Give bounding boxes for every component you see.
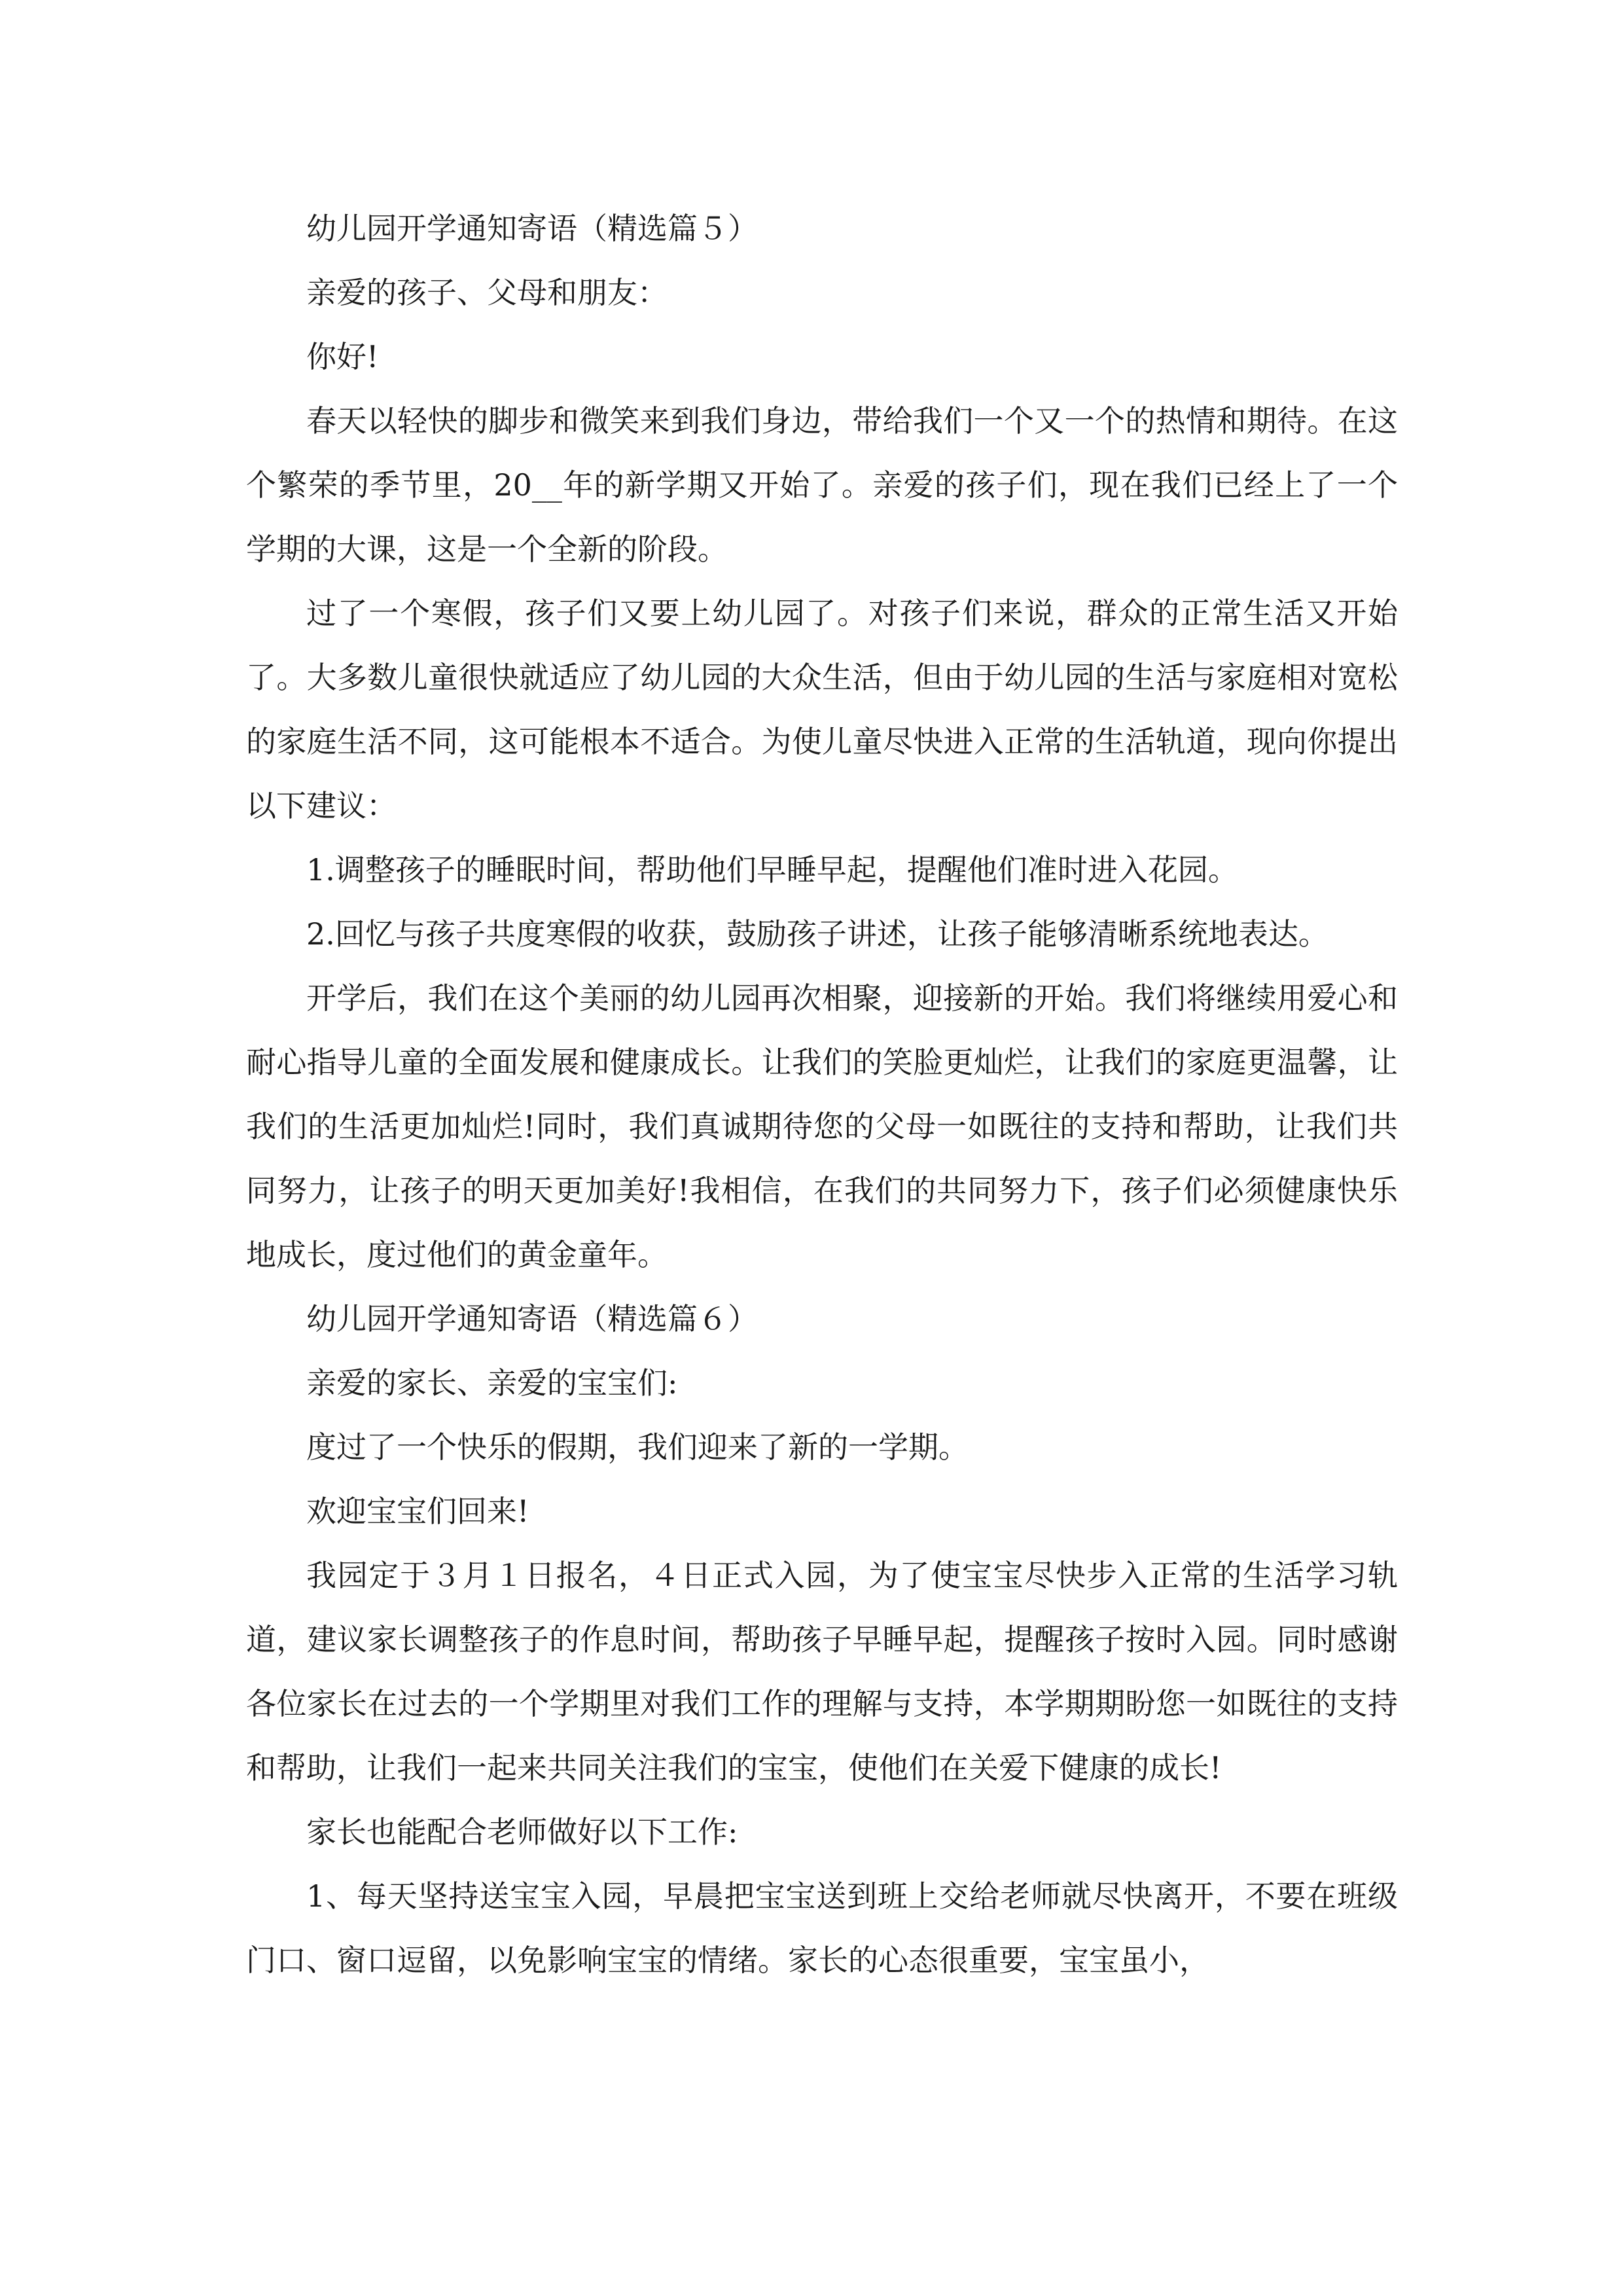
document-page [246,196,1398,1992]
paragraph: 欢迎宝宝们回来! [306,1494,529,1529]
paragraph: 家长也能配合老师做好以下工作: [306,1814,738,1850]
greeting: 你好! [306,339,379,374]
paragraph: 我园定于３月１日报名，４日正式入园，为了使宝宝尽快步入正常的生活学习轨道，建议家长调整孩子的作息时间，帮助孩子早睡早起，提醒孩子按时入园。同时感谢各位家长在过去的一个学期里对我们工作的理解与支持，本学期期盼您一如既往的支持和帮助，让我们一起来共同关注我们的宝宝，使他们在关爱下健康的成长! [246,1558,1398,1785]
salutation: 亲爱的家长、亲爱的宝宝们: [306,1365,678,1401]
list-item: 1、每天坚持送宝宝入园，早晨把宝宝送到班上交给老师就尽快离开，不要在班级门口、窗口逗留，以免影响宝宝的情绪。家长的心态很重要，宝宝虽小， [246,1878,1398,1978]
list-item: 1.调整孩子的睡眠时间，帮助他们早睡早起，提醒他们准时进入花园。 [306,852,1238,888]
salutation: 亲爱的孩子、父母和朋友： [306,275,668,310]
paragraph: 开学后，我们在这个美丽的幼儿园再次相聚，迎接新的开始。我们将继续用爱心和耐心指导儿童的全面发展和健康成长。让我们的笑脸更灿烂，让我们的家庭更温馨，让我们的生活更加灿烂!同时，我们真诚期待您的父母一如既往的支持和帮助，让我们共同努力，让孩子的明天更加美好!我相信，在我们的共同努力下，孩子们必须健康快乐地成长，度过他们的黄金童年。 [246,980,1398,1272]
section-title-5: 幼儿园开学通知寄语（精选篇５） [306,211,758,246]
paragraph: 度过了一个快乐的假期，我们迎来了新的一学期。 [306,1429,969,1465]
list-item: 2.回忆与孩子共度寒假的收获，鼓励孩子讲述，让孩子能够清晰系统地表达。 [306,916,1329,952]
paragraph: 过了一个寒假，孩子们又要上幼儿园了。对孩子们来说，群众的正常生活又开始了。大多数儿童很快就适应了幼儿园的大众生活，但由于幼儿园的生活与家庭相对宽松的家庭生活不同，这可能根本不适合。为使儿童尽快进入正常的生活轨道，现向你提出以下建议： [246,596,1398,823]
section-title-6: 幼儿园开学通知寄语（精选篇６） [306,1301,758,1336]
paragraph: 春天以轻快的脚步和微笑来到我们身边，带给我们一个又一个的热情和期待。在这个繁荣的季节里，20__年的新学期又开始了。亲爱的孩子们，现在我们已经上了一个学期的大课，这是一个全新的阶段。 [246,403,1398,567]
